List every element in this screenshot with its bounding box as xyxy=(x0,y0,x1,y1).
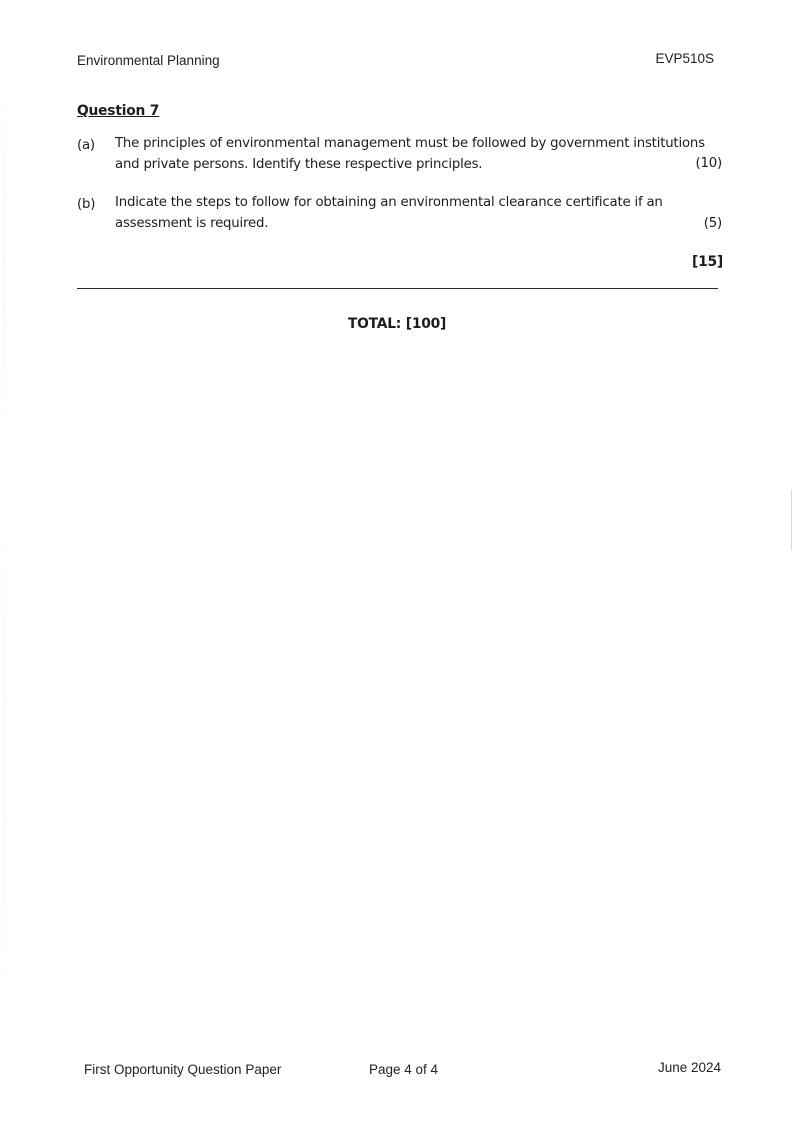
question-part-marks: (10) xyxy=(695,156,722,171)
header-course-name: Environmental Planning xyxy=(77,53,220,68)
question-part-text: Indicate the steps to follow for obtaining an environmental clearance certificate if an xyxy=(115,195,663,210)
footer-paper-type: First Opportunity Question Paper xyxy=(84,1062,282,1077)
header-course-code: EVP510S xyxy=(655,51,714,66)
footer-date: June 2024 xyxy=(657,1060,721,1075)
question-total-marks: [15] xyxy=(691,254,723,270)
question-part-text: The principles of environmental management must be followed by government institutions xyxy=(115,136,705,151)
footer-page-number: Page 4 of 4 xyxy=(369,1062,439,1077)
divider xyxy=(77,288,718,289)
paper-total: TOTAL: [100] xyxy=(347,316,447,332)
question-part-marks: (5) xyxy=(703,216,722,231)
scan-artifact xyxy=(4,60,5,1060)
question-part-label: (b) xyxy=(77,197,96,212)
question-title: Question 7 xyxy=(77,103,160,119)
question-part-text: assessment is required. xyxy=(115,216,269,231)
scan-artifact xyxy=(791,490,792,550)
question-part-text: and private persons. Identify these respective principles. xyxy=(115,157,483,172)
question-part-label: (a) xyxy=(77,138,95,153)
